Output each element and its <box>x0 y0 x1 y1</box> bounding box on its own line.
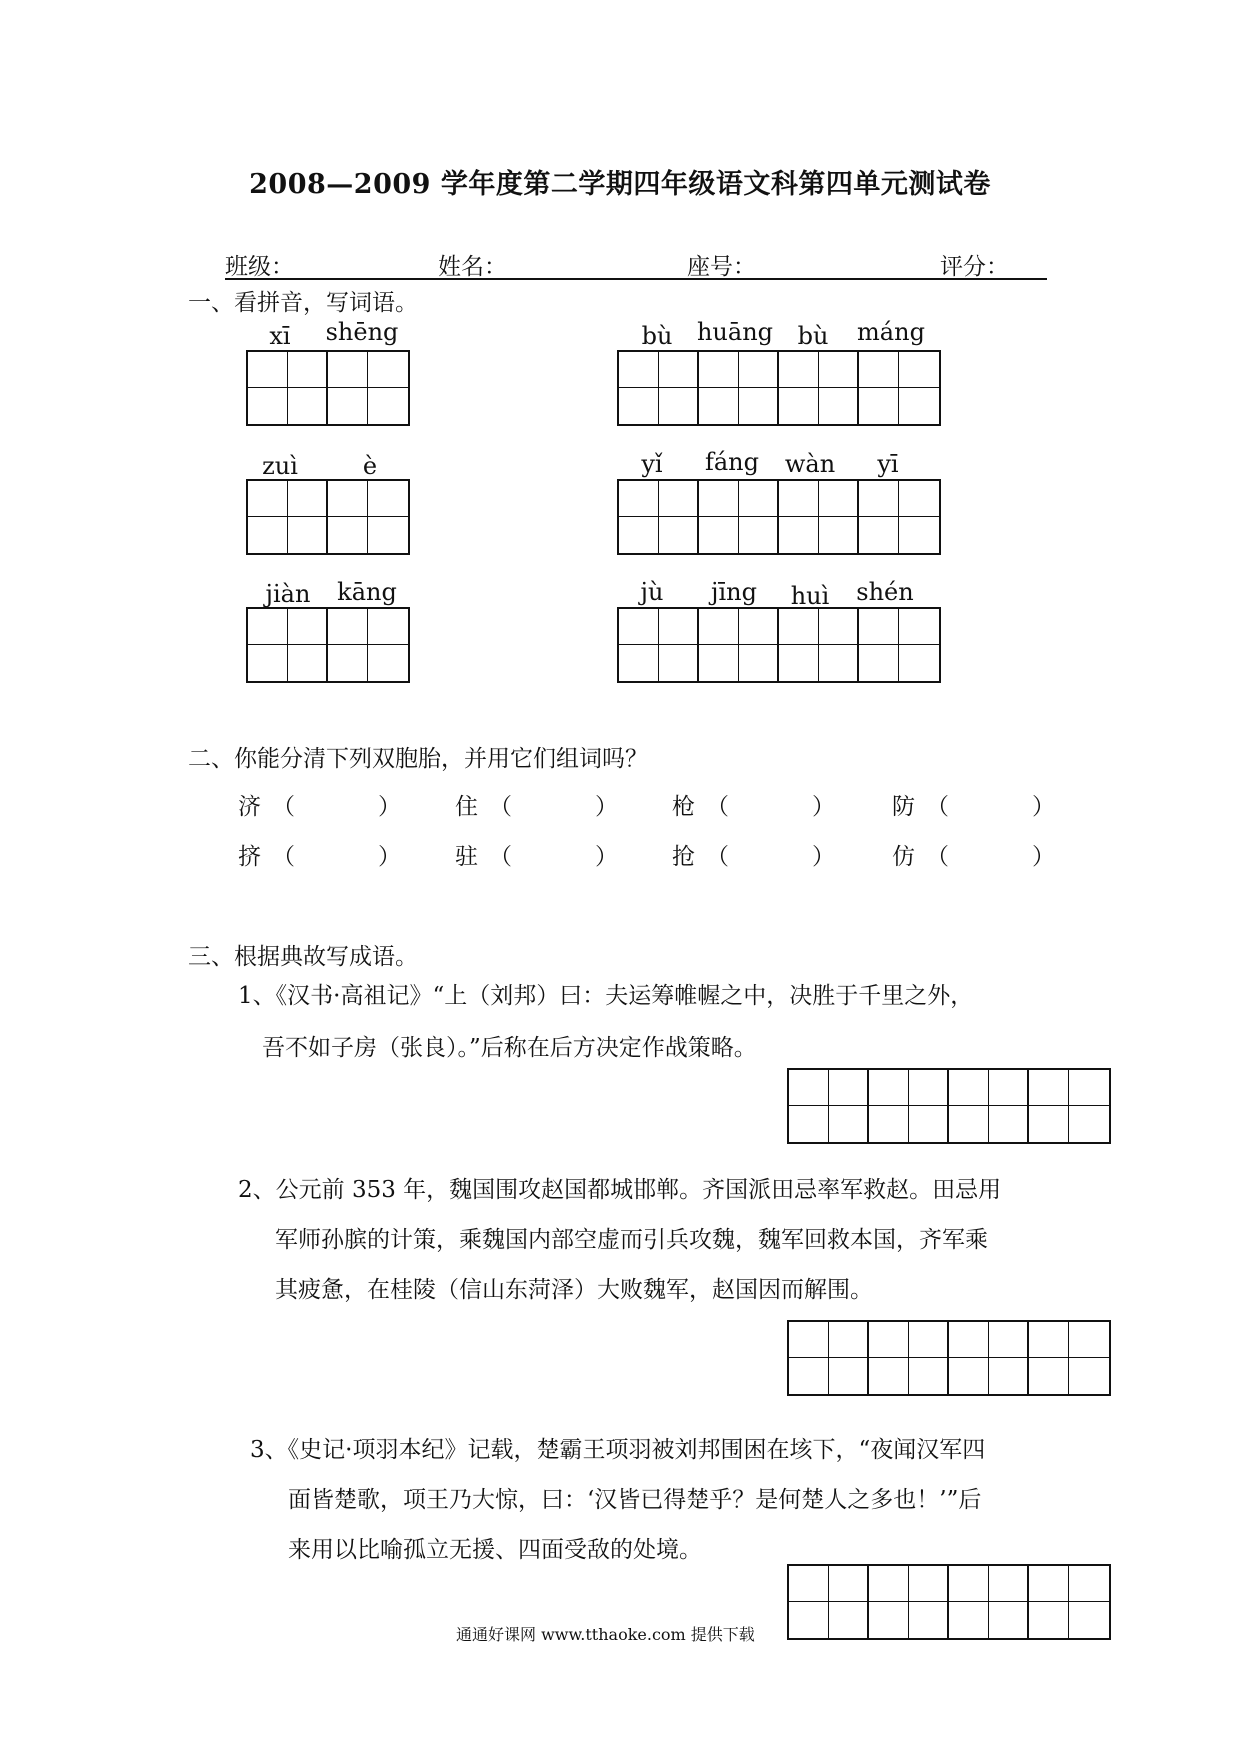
close-paren: ） <box>378 844 401 870</box>
open-paren: （ <box>272 844 295 870</box>
open-paren: （ <box>706 844 729 870</box>
question-1-line-1: 1、《汉书·高祖记》“上（刘邦）曰：夫运筹帷幄之中，决胜于千里之外， <box>238 983 974 1009</box>
pinyin: jīng <box>711 578 757 606</box>
open-paren: （ <box>489 844 512 870</box>
question-3-line-3: 来用以比喻孤立无援、四面受敌的处境。 <box>288 1537 702 1563</box>
pinyin: è <box>362 452 378 480</box>
pinyin: huāng <box>696 318 774 346</box>
char: 挤 <box>238 844 261 870</box>
open-paren: （ <box>706 794 729 820</box>
section1-heading: 一、看拼音，写词语。 <box>188 290 418 316</box>
pinyin: xī <box>269 322 291 350</box>
pinyin: jù <box>640 578 664 606</box>
answer-grid[interactable] <box>787 1068 1111 1144</box>
answer-grid[interactable] <box>246 479 410 555</box>
pinyin: jiàn <box>265 580 311 608</box>
answer-grid[interactable] <box>787 1320 1111 1396</box>
class-label: 班级： <box>225 254 294 280</box>
char: 仿 <box>892 844 915 870</box>
pinyin: wàn <box>784 450 836 478</box>
score-label: 评分： <box>940 254 1009 280</box>
answer-grid[interactable] <box>617 607 941 683</box>
char: 抢 <box>672 844 695 870</box>
close-paren: ） <box>812 794 835 820</box>
pinyin: fáng <box>704 448 759 476</box>
pinyin: shēng <box>325 318 399 346</box>
page-title: 2008—2009 学年度第二学期四年级语文科第四单元测试卷 <box>249 169 991 200</box>
pinyin: máng <box>857 318 925 346</box>
section3-heading: 三、根据典故写成语。 <box>188 944 418 970</box>
pinyin: zuì <box>262 452 298 480</box>
pinyin: huì <box>790 582 830 610</box>
answer-grid[interactable] <box>617 350 941 426</box>
question-2-line-1: 2、公元前 353 年，魏国围攻赵国都城邯郸。齐国派田忌率军救赵。田忌用 <box>238 1177 1002 1203</box>
question-2-line-3: 其疲惫，在桂陵（信山东菏泽）大败魏军，赵国因而解围。 <box>275 1277 873 1303</box>
answer-grid[interactable] <box>617 479 941 555</box>
answer-grid[interactable] <box>246 350 410 426</box>
name-label: 姓名： <box>438 254 507 280</box>
close-paren: ） <box>378 794 401 820</box>
open-paren: （ <box>926 844 949 870</box>
answer-grid[interactable] <box>246 607 410 683</box>
char: 住 <box>455 794 478 820</box>
pinyin: yǐ <box>641 450 663 478</box>
char: 防 <box>892 794 915 820</box>
question-3-line-1: 3、《史记·项羽本纪》记载，楚霸王项羽被刘邦围困在垓下，“夜闻汉军四 <box>250 1437 986 1463</box>
pinyin: bù <box>797 322 829 350</box>
char: 驻 <box>455 844 478 870</box>
open-paren: （ <box>272 794 295 820</box>
char: 枪 <box>672 794 695 820</box>
pinyin: yī <box>877 450 899 478</box>
answer-grid[interactable] <box>787 1564 1111 1640</box>
pinyin: kāng <box>337 578 397 606</box>
seat-label: 座号： <box>687 254 756 280</box>
open-paren: （ <box>489 794 512 820</box>
question-3-line-2: 面皆楚歌，项王乃大惊，曰：‘汉皆已得楚乎？是何楚人之多也！’”后 <box>288 1487 982 1513</box>
close-paren: ） <box>595 794 618 820</box>
close-paren: ） <box>1032 844 1055 870</box>
close-paren: ） <box>1032 794 1055 820</box>
pinyin: shén <box>856 578 914 606</box>
section2-heading: 二、你能分清下列双胞胎，并用它们组词吗？ <box>188 746 648 772</box>
pinyin: bù <box>641 322 673 350</box>
close-paren: ） <box>595 844 618 870</box>
student-info-row <box>225 248 1047 280</box>
char: 济 <box>238 794 261 820</box>
close-paren: ） <box>812 844 835 870</box>
footer-text: 通通好课网 www.tthaoke.com 提供下载 <box>456 1625 755 1644</box>
question-1-line-2: 吾不如子房（张良）。”后称在后方决定作战策略。 <box>262 1035 757 1061</box>
question-2-line-2: 军师孙膑的计策，乘魏国内部空虚而引兵攻魏，魏军回救本国，齐军乘 <box>275 1227 988 1253</box>
open-paren: （ <box>926 794 949 820</box>
